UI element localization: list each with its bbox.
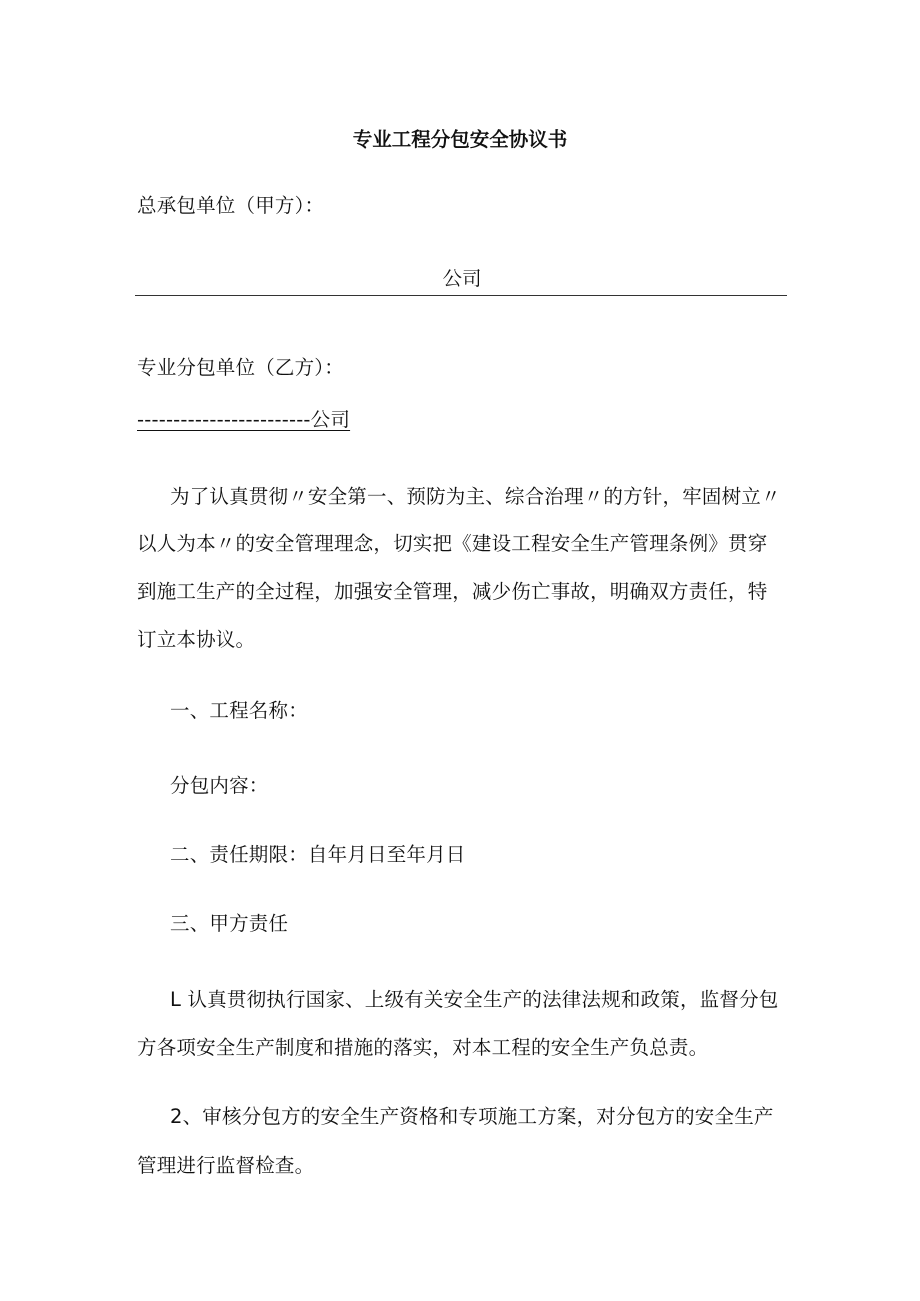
section-term: 二、责任期限：自年月日至年月日 [170, 843, 466, 866]
clause-line: L 认真贯彻执行国家、上级有关安全生产的法律法规和政策，监督分包 [170, 988, 779, 1011]
preamble-line: 为了认真贯彻〃安全第一、预防为主、综合治理〃的方针，牢固树立〃 [170, 485, 781, 508]
preamble-line: 订立本协议。 [137, 628, 256, 651]
section-party-a-duties: 三、甲方责任 [170, 912, 289, 935]
party-a-label: 总承包单位（甲方）： [137, 194, 325, 217]
party-b-company: ------------------------公司 [137, 408, 351, 431]
document-title: 专业工程分包安全协议书 [352, 128, 568, 151]
clause-line: 方各项安全生产制度和措施的落实，对本工程的安全生产负总责。 [137, 1036, 709, 1059]
party-a-company: 公司 [442, 267, 482, 290]
clause-line: 管理进行监督检查。 [137, 1154, 315, 1177]
clause-line: 2、审核分包方的安全生产资格和专项施工方案，对分包方的安全生产 [170, 1105, 774, 1128]
party-b-label: 专业分包单位（乙方）： [137, 356, 344, 379]
section-project-name: 一、工程名称： [170, 699, 308, 722]
section-subcontract-content: 分包内容： [170, 774, 269, 797]
party-a-fill-line [135, 295, 787, 296]
preamble-line: 以人为本〃的安全管理理念，切实把《建设工程安全生产管理条例》贯穿 [137, 532, 768, 555]
preamble-line: 到施工生产的全过程，加强安全管理，减少伤亡事故，明确双方责任，特 [137, 580, 768, 603]
